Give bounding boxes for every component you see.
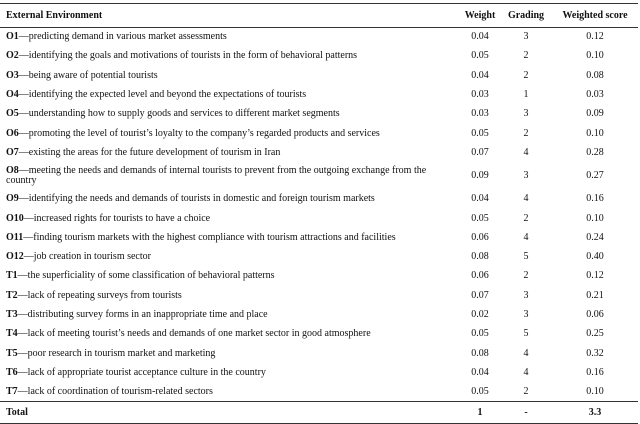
- factor-cell: [0, 286, 460, 305]
- header-row: [0, 4, 638, 28]
- weight-cell: 0.04: [471, 193, 489, 205]
- factor-dash: —: [18, 165, 29, 177]
- factor-dash: —: [18, 89, 29, 101]
- factor-code: O7: [6, 146, 19, 158]
- factor-code: O12: [6, 251, 24, 263]
- weighted-score-cell: 0.06: [586, 309, 604, 320]
- factor-description: lack of repeating surveys from tourists: [27, 289, 182, 301]
- weight-cell: 0.05: [471, 328, 489, 340]
- weight-cell: 0.09: [471, 170, 489, 182]
- factor-cell: [0, 383, 460, 402]
- factor-description: identifying the goals and motivations of tourists in the form of behavioral patterns: [28, 50, 358, 62]
- factor-cell: [0, 305, 460, 324]
- weighted-score-cell: 0.10: [586, 50, 604, 62]
- weight-cell: 0.04: [471, 366, 489, 378]
- weighted-score-cell: 0.10: [586, 127, 604, 139]
- table-row: [0, 305, 638, 324]
- grading-cell: 2: [523, 385, 529, 397]
- factor-cell: [0, 344, 460, 363]
- grading-cell: 2: [523, 127, 529, 139]
- grading-cell: 5: [523, 328, 529, 340]
- factor-code: T6: [6, 366, 18, 378]
- weighted-score-cell: 0.12: [586, 31, 604, 43]
- factor-code: T1: [6, 270, 18, 282]
- total-weighted-score: 3.3: [552, 402, 638, 424]
- weight-cell: 0.04: [471, 69, 489, 81]
- weighted-score-cell: 0.10: [586, 385, 604, 397]
- weight-cell: 0.04: [471, 31, 489, 43]
- grading-cell: 3: [523, 289, 529, 301]
- table-row: [0, 85, 638, 104]
- factor-dash: —: [23, 231, 34, 243]
- weighted-score-cell: 0.08: [586, 69, 604, 81]
- factor-cell: [0, 47, 460, 66]
- weighted-score-cell: 0.24: [586, 231, 604, 243]
- factor-code: T7: [6, 385, 18, 397]
- table-row: [0, 383, 638, 402]
- factor-dash: —: [17, 270, 28, 282]
- factor-description: the superficiality of some classification of behavioral patterns: [27, 270, 275, 282]
- factor-cell: [0, 28, 460, 47]
- grading-cell: 3: [523, 170, 529, 182]
- weight-cell: 0.02: [471, 309, 489, 320]
- factor-cell: [0, 105, 460, 124]
- factor-dash: —: [17, 289, 28, 301]
- table-body: [0, 28, 638, 402]
- weighted-score-cell: 0.12: [586, 270, 604, 282]
- grading-cell: 4: [523, 366, 529, 378]
- factor-cell: [0, 85, 460, 104]
- factor-dash: —: [23, 251, 34, 263]
- factor-code: O10: [6, 212, 24, 224]
- factor-code: T2: [6, 289, 18, 301]
- factor-description: understanding how to supply goods and services to different market segments: [28, 108, 340, 120]
- factor-description: poor research in tourism market and marketing: [27, 347, 216, 359]
- factor-description: identifying the expected level and beyond the expectations of tourists: [28, 89, 307, 101]
- grading-cell: 3: [523, 309, 529, 320]
- weight-cell: 0.03: [471, 108, 489, 120]
- factor-cell: [0, 143, 460, 162]
- weight-cell: 0.06: [471, 270, 489, 282]
- table-row: [0, 124, 638, 143]
- factor-dash: —: [18, 31, 29, 43]
- factor-cell: [0, 124, 460, 143]
- factor-cell: [0, 209, 460, 228]
- factor-dash: —: [17, 385, 28, 397]
- factor-dash: —: [18, 193, 29, 205]
- factor-description: increased rights for tourists to have a choice: [33, 212, 211, 224]
- weighted-score-cell: 0.21: [586, 289, 604, 301]
- factor-dash: —: [18, 146, 29, 158]
- header-weighted-score: Weighted score: [552, 4, 638, 28]
- factor-code: O3: [6, 69, 19, 81]
- grading-cell: 4: [523, 193, 529, 205]
- factor-description: existing the areas for the future development of tourism in Iran: [28, 146, 281, 158]
- weight-cell: 0.07: [471, 146, 489, 158]
- factor-cell: [0, 66, 460, 85]
- factor-code: O8: [6, 165, 19, 177]
- weighted-score-cell: 0.03: [586, 89, 604, 101]
- weighted-score-cell: 0.10: [586, 212, 604, 224]
- factor-code: T5: [6, 347, 18, 359]
- header-external-environment: External Environment: [0, 4, 460, 28]
- weighted-score-cell: 0.25: [586, 328, 604, 340]
- weight-cell: 0.06: [471, 231, 489, 243]
- factor-code: T3: [6, 309, 18, 320]
- weight-cell: 0.05: [471, 212, 489, 224]
- weight-cell: 0.05: [471, 385, 489, 397]
- grading-cell: 4: [523, 347, 529, 359]
- table-row: [0, 28, 638, 47]
- weighted-score-cell: 0.28: [586, 146, 604, 158]
- factor-description: distributing survey forms in an inappropriate time and place: [27, 309, 268, 320]
- table-row: [0, 209, 638, 228]
- grading-cell: 2: [523, 50, 529, 62]
- total-grading: -: [500, 402, 552, 424]
- factor-cell: [0, 267, 460, 286]
- factor-dash: —: [18, 69, 29, 81]
- table-row: [0, 267, 638, 286]
- table-row: [0, 163, 638, 190]
- weighted-score-cell: 0.16: [586, 366, 604, 378]
- factor-description: job creation in tourism sector: [33, 251, 151, 263]
- factor-code: O11: [6, 231, 24, 243]
- factor-dash: —: [17, 309, 28, 320]
- weight-cell: 0.08: [471, 251, 489, 263]
- grading-cell: 5: [523, 251, 529, 263]
- factor-cell: [0, 190, 460, 209]
- grading-cell: 3: [523, 31, 529, 43]
- grading-cell: 1: [523, 89, 529, 101]
- factor-dash: —: [18, 127, 29, 139]
- factor-code: T4: [6, 328, 18, 340]
- table-row: [0, 190, 638, 209]
- table-row: [0, 247, 638, 266]
- total-label: Total: [0, 402, 460, 424]
- weight-cell: 0.03: [471, 89, 489, 101]
- weighted-score-cell: 0.16: [586, 193, 604, 205]
- table-row: [0, 47, 638, 66]
- factor-dash: —: [18, 50, 29, 62]
- table-footer: [0, 402, 638, 424]
- efe-matrix-table: [0, 3, 638, 424]
- factor-code: O2: [6, 50, 19, 62]
- factor-description: promoting the level of tourist’s loyalty to the company’s regarded products and services: [28, 127, 380, 139]
- factor-dash: —: [17, 347, 28, 359]
- factor-code: O4: [6, 89, 19, 101]
- header-grading: Grading: [500, 4, 552, 28]
- table-row: [0, 143, 638, 162]
- weighted-score-cell: 0.32: [586, 347, 604, 359]
- factor-code: O5: [6, 108, 19, 120]
- factor-description: lack of appropriate tourist acceptance culture in the country: [27, 366, 266, 378]
- factor-code: O1: [6, 31, 19, 43]
- grading-cell: 2: [523, 212, 529, 224]
- factor-description: identifying the needs and demands of tourists in domestic and foreign tourism markets: [28, 193, 375, 205]
- factor-cell: [0, 247, 460, 266]
- factor-code: O9: [6, 193, 19, 205]
- factor-description: lack of meeting tourist’s needs and demands of one market sector in good atmosphere: [27, 328, 371, 340]
- table-row: [0, 228, 638, 247]
- grading-cell: 4: [523, 146, 529, 158]
- table-row: [0, 66, 638, 85]
- factor-cell: [0, 325, 460, 344]
- weight-cell: 0.07: [471, 289, 489, 301]
- factor-code: O6: [6, 127, 19, 139]
- grading-cell: 2: [523, 69, 529, 81]
- table-row: [0, 286, 638, 305]
- table-row: [0, 363, 638, 382]
- table-row: [0, 105, 638, 124]
- factor-description: lack of coordination of tourism-related sectors: [27, 385, 213, 397]
- weight-cell: 0.05: [471, 127, 489, 139]
- factor-dash: —: [23, 212, 34, 224]
- table-row: [0, 344, 638, 363]
- weighted-score-cell: 0.40: [586, 251, 604, 263]
- table-row: [0, 325, 638, 344]
- factor-description: meeting the needs and demands of internal tourists to prevent from the outgoing exchange from the country: [6, 165, 427, 187]
- factor-cell: [0, 363, 460, 382]
- factor-dash: —: [17, 328, 28, 340]
- factor-dash: —: [17, 366, 28, 378]
- factor-cell: [0, 163, 460, 190]
- grading-cell: 4: [523, 231, 529, 243]
- total-weight: 1: [460, 402, 500, 424]
- factor-cell: [0, 228, 460, 247]
- grading-cell: 2: [523, 270, 529, 282]
- factor-description: being aware of potential tourists: [28, 69, 158, 81]
- table-header: [0, 4, 638, 28]
- factor-description: finding tourism markets with the highest compliance with tourism attractions and facilities: [33, 231, 396, 243]
- weight-cell: 0.05: [471, 50, 489, 62]
- grading-cell: 3: [523, 108, 529, 120]
- total-row: [0, 402, 638, 424]
- weighted-score-cell: 0.09: [586, 108, 604, 120]
- header-weight: Weight: [460, 4, 500, 28]
- factor-dash: —: [18, 108, 29, 120]
- weighted-score-cell: 0.27: [586, 170, 604, 182]
- factor-description: predicting demand in various market assessments: [28, 31, 227, 43]
- weight-cell: 0.08: [471, 347, 489, 359]
